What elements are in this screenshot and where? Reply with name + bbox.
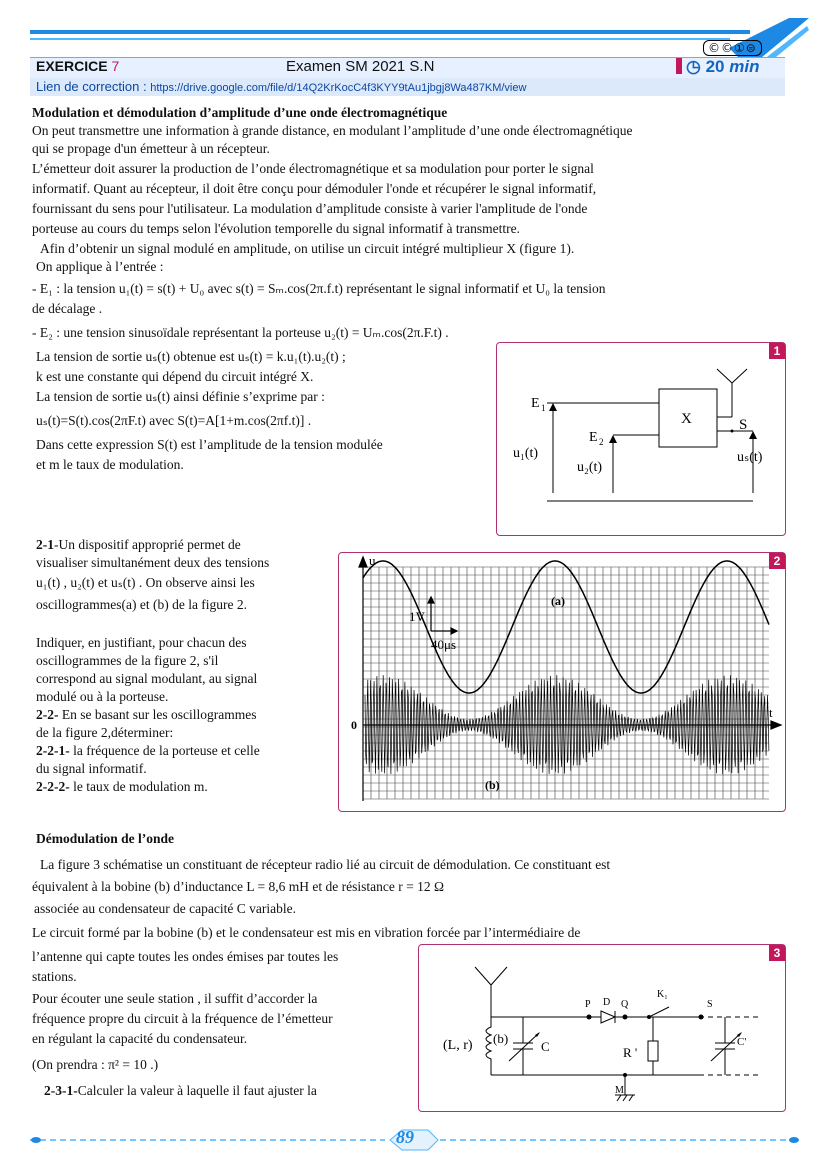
text-line: (On prendra : π² = 10 .) <box>32 1057 159 1072</box>
s-label: S <box>707 999 713 1010</box>
figure-number: 3 <box>769 945 785 961</box>
b-label: (b) <box>493 1031 509 1046</box>
figure-number: 1 <box>769 343 785 359</box>
text-line: modulé ou à la porteuse. <box>36 689 169 704</box>
r-label: R ' <box>623 1045 638 1060</box>
cprime-label: C' <box>737 1036 747 1048</box>
clock-icon: ◷ <box>686 57 701 76</box>
figure-number: 2 <box>769 553 785 569</box>
text-line: 2-2-1- la fréquence de la porteuse et celle <box>36 743 260 758</box>
section2-title: Démodulation de l’onde <box>36 831 175 846</box>
section1-title: Modulation et démodulation d’amplitude d’une onde électromagnétique <box>32 105 448 120</box>
text-line: du signal informatif. <box>36 761 147 776</box>
text-line: porteuse au cours du temps selon l'évolution temporelle du signal informatif à transmettre. <box>32 221 520 236</box>
text-line: 2-3-1-Calculer la valeur à laquelle il faut ajuster la <box>44 1083 317 1098</box>
curve-b-label: (b) <box>485 778 500 792</box>
time-scale: 40μs <box>431 637 457 652</box>
text-line: fréquence propre du circuit à la fréquence de l’émetteur <box>32 1011 333 1026</box>
license-badge: ©©①⊜ <box>703 40 762 56</box>
text-line: Indiquer, en justifiant, pour chacun des <box>36 635 247 650</box>
e2-sub: 2 <box>599 437 604 447</box>
text-line: k est une constante qui dépend du circuit intégré X. <box>36 369 314 384</box>
curve-a-label: (a) <box>551 594 565 608</box>
text-line: oscillogrammes de la figure 2, s'il <box>36 653 219 668</box>
text-line: et m le taux de modulation. <box>36 457 184 472</box>
figure-3 <box>418 944 786 1112</box>
figure-2 <box>338 552 786 812</box>
text-line: La tension de sortie uₛ(t) ainsi définie s’exprime par : <box>36 389 325 404</box>
text-line: uₛ(t)=S(t).cos(2πF.t) avec S(t)=A[1+m.cos(2πf.t)] . <box>36 413 312 428</box>
text-line: - E₂ : une tension sinusoïdale représentant la porteuse u₂(t) = Uₘ.cos(2π.F.t) . <box>32 325 449 340</box>
text-line: oscillogrammes(a) et (b) de la figure 2. <box>36 597 248 612</box>
signal-a <box>363 561 769 693</box>
e1-sub: 1 <box>541 403 546 413</box>
x-label: X <box>681 411 692 427</box>
text-line: de décalage . <box>32 301 103 316</box>
header-rule-thin <box>30 38 730 40</box>
u1-label: u₁(t) <box>513 446 539 461</box>
us-label: uₛ(t) <box>737 450 763 465</box>
text-line: u₁(t) , u₂(t) et uₛ(t) . On observe ainsi les <box>36 575 255 590</box>
m-label: M <box>615 1085 624 1096</box>
demodulation-circuit <box>419 945 785 1111</box>
text-line: correspond au signal modulant, au signal <box>36 671 258 686</box>
text-line: équivalent à la bobine (b) d’inductance L = 8,6 mH et de résistance r = 12 Ω <box>32 879 444 894</box>
text-line: 2-2- En se basant sur les oscillogrammes <box>36 707 257 722</box>
text-line: On peut transmettre une information à grande distance, en modulant l’amplitude d’une onde électromagnétique <box>32 123 633 138</box>
text-line: La figure 3 schématise un constituant de récepteur radio lié au circuit de démodulation. Ce constituant est <box>40 857 611 872</box>
text-line: Pour écouter une seule station , il suffit d’accorder la <box>32 991 318 1006</box>
text-line: en régulant la capacité du condensateur. <box>32 1031 248 1046</box>
oscillogram <box>339 553 785 811</box>
text-line: fournissant du sens pour l'utilisateur. La modulation d’amplitude consiste à varier l'amplitude de l'onde <box>32 201 588 216</box>
text-line: associée au condensateur de capacité C variable. <box>34 901 296 916</box>
text-line: Afin d’obtenir un signal modulé en amplitude, on utilise un circuit intégré multiplieur X (figure 1). <box>40 241 575 256</box>
footer-rule <box>30 1128 800 1152</box>
header-rule <box>30 30 750 34</box>
p-label: P <box>585 999 591 1010</box>
u-axis-label: u <box>369 553 376 568</box>
text-line: 2-1-Un dispositif approprié permet de <box>36 537 241 552</box>
text-line: qui se propage d'un émetteur à un récepteur. <box>32 141 270 156</box>
text-line: La tension de sortie uₛ(t) obtenue est uₛ(t) = k.u₁(t).u₂(t) ; <box>36 349 346 364</box>
lr-label: (L, r) <box>443 1038 473 1053</box>
figure-1 <box>496 342 786 536</box>
k1-label: K₁ <box>657 989 668 1000</box>
text-line: stations. <box>32 969 77 984</box>
t-axis-label: t <box>769 705 773 720</box>
volt-scale: 1V <box>409 609 425 624</box>
c-label: C <box>541 1039 550 1054</box>
timer: ◷ 20 min <box>676 57 759 77</box>
s-label: S <box>739 417 748 433</box>
page-number: 89 <box>396 1127 414 1147</box>
u2-label: u₂(t) <box>577 460 603 475</box>
d-label: D <box>603 997 611 1008</box>
exercise-number: 7 <box>111 58 120 74</box>
multiplier-circuit <box>497 343 785 535</box>
exercise-label: EXERCICE 7 <box>36 58 120 74</box>
q-label: Q <box>621 999 629 1010</box>
correction-link[interactable]: Lien de correction : https://drive.google.com/file/d/14Q2KrKocC4f3KYY9tAu1jbgj8Wa487KM/view <box>36 79 527 94</box>
origin-label: 0 <box>351 718 357 732</box>
text-line: Le circuit formé par la bobine (b) et le condensateur est mis en vibration forcée par l’intermédiaire de <box>32 925 581 940</box>
text-line: L’émetteur doit assurer la production de l’onde électromagnétique et sa modulation pour porter le signal <box>32 161 594 176</box>
text-line: informatif. Quant au récepteur, il doit être conçu pour démoduler l'onde et récupérer le signal informatif, <box>32 181 597 196</box>
text-line: On applique à l’entrée : <box>36 259 164 274</box>
exam-title: Examen SM 2021 S.N <box>286 58 435 75</box>
e2-label: E <box>589 430 598 445</box>
text-line: l’antenne qui capte toutes les ondes émises par toutes les <box>32 949 339 964</box>
e1-label: E <box>531 396 540 411</box>
text-line: de la figure 2,déterminer: <box>36 725 174 740</box>
text-line: visualiser simultanément deux des tensions <box>36 555 270 570</box>
text-line: 2-2-2- le taux de modulation m. <box>36 779 208 794</box>
correction-url[interactable]: https://drive.google.com/file/d/14Q2KrKocC4f3KYY9tAu1jbgj8Wa487KM/view <box>150 82 527 94</box>
text-line: - E₁ : la tension u₁(t) = s(t) + U₀ avec s(t) = Sₘ.cos(2π.f.t) représentant le signal informatif et U₀ la tension <box>32 281 606 296</box>
text-line: Dans cette expression S(t) est l’amplitude de la tension modulée <box>36 437 383 452</box>
